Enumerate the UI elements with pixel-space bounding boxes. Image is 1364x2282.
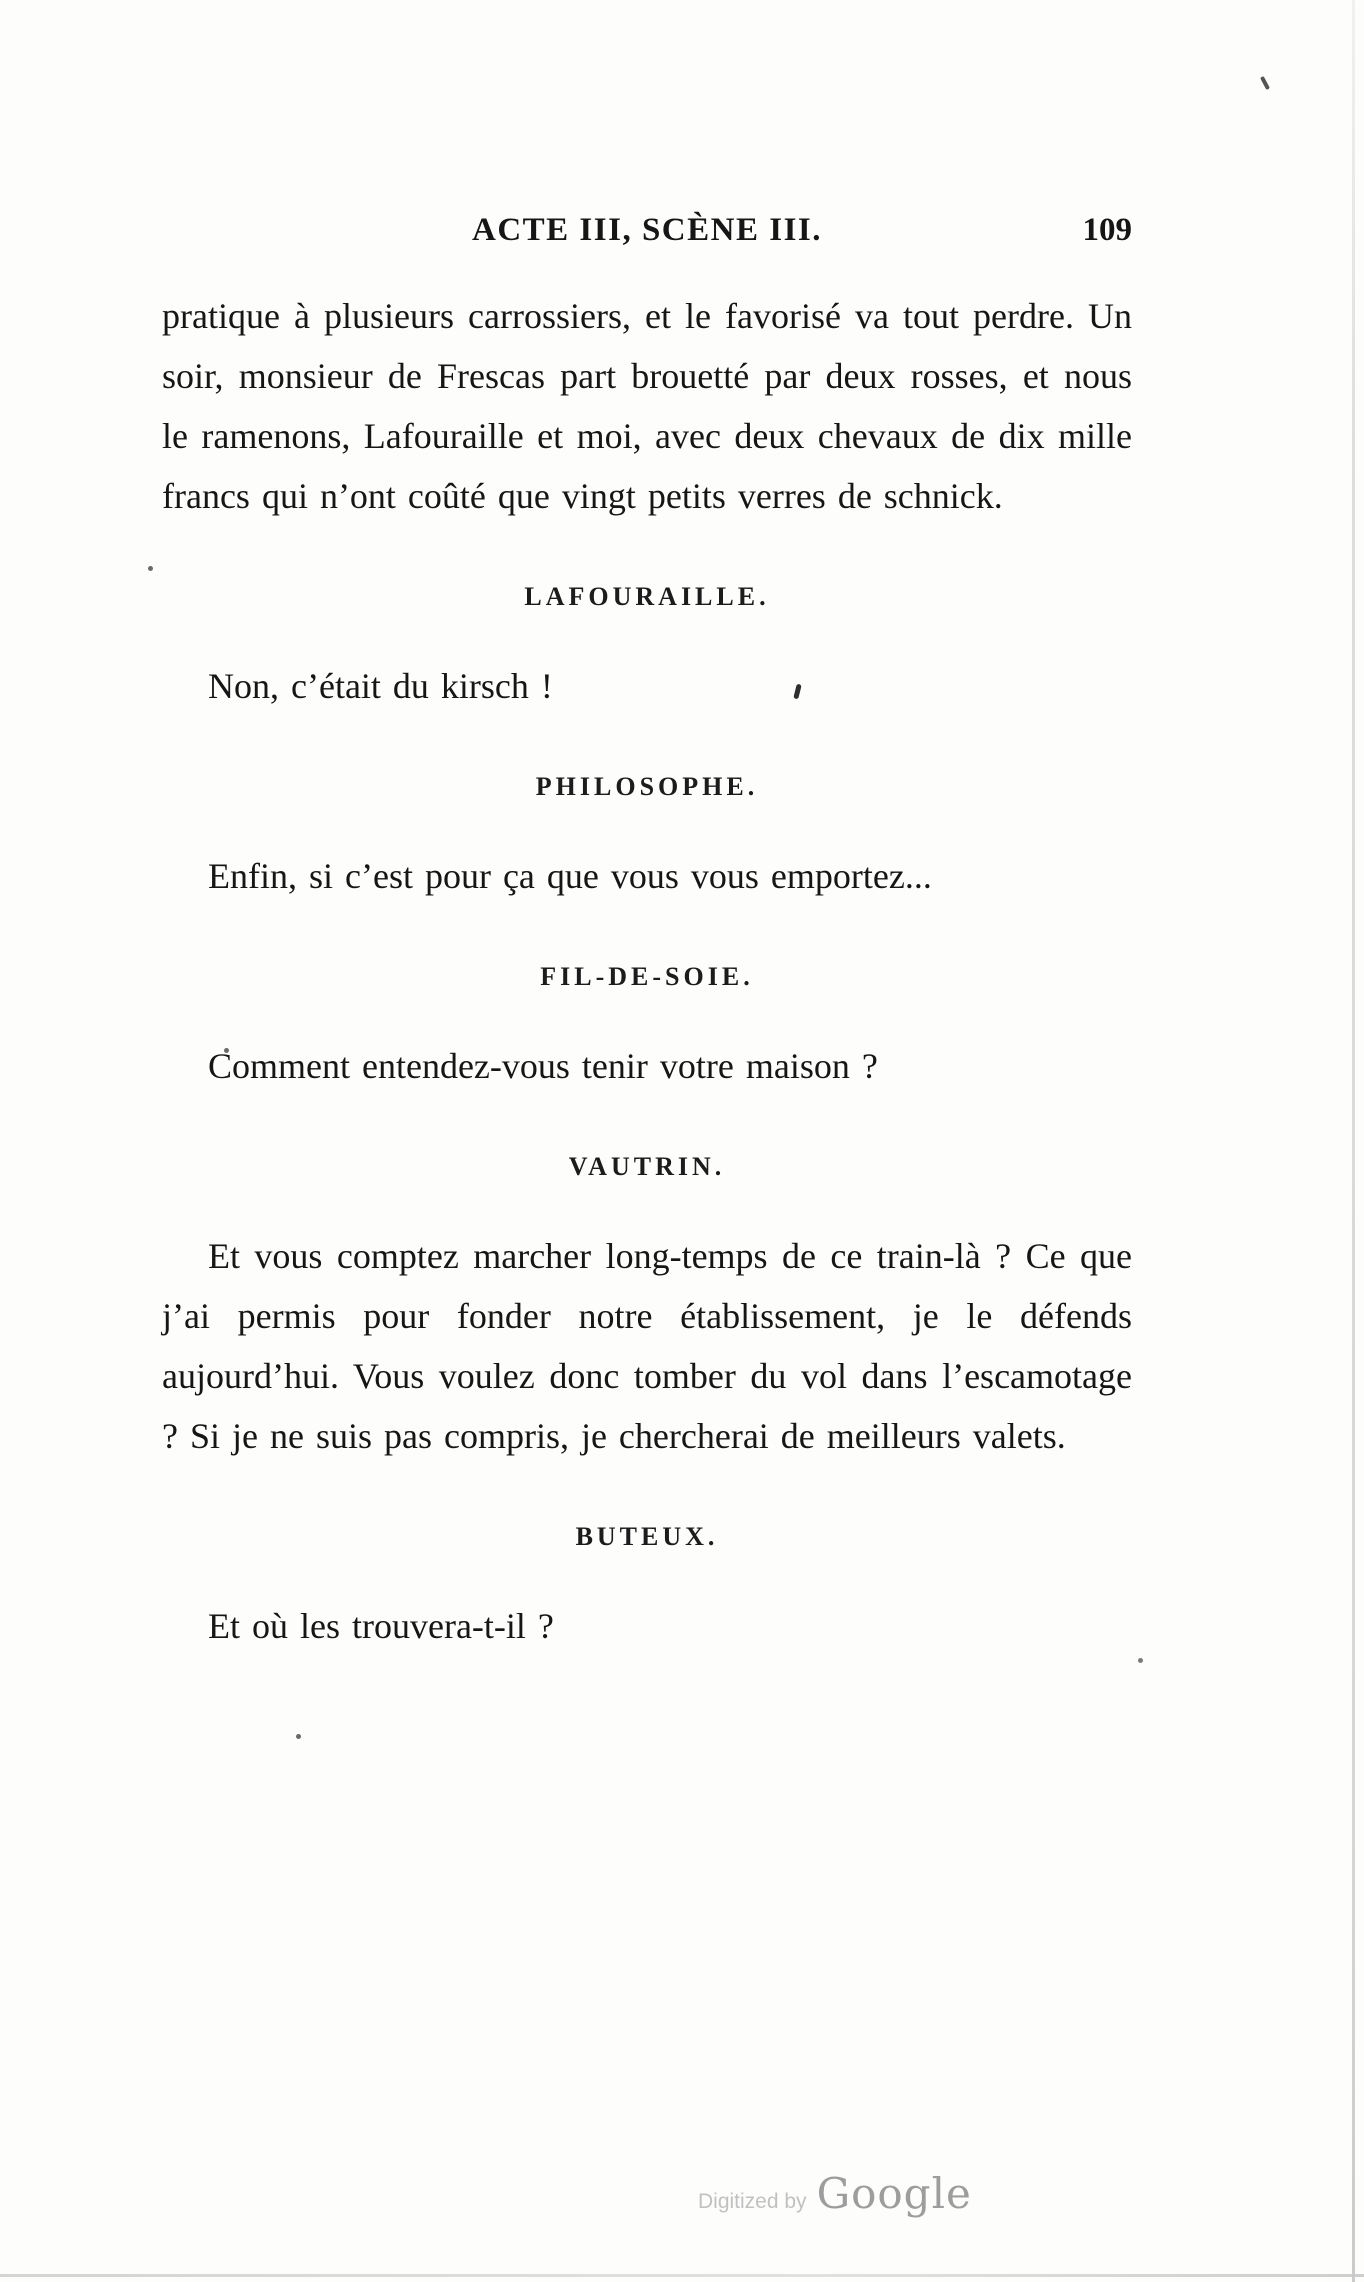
running-title: ACTE III, SCÈNE III.: [471, 212, 823, 248]
speaker-name-buteux: BUTEUX.: [575, 1522, 719, 1551]
text-column: [162, 212, 1132, 1656]
speaker-name-vautrin: VAUTRIN.: [568, 1152, 726, 1181]
scan-edge-right: [1352, 0, 1355, 2282]
digitization-watermark: [698, 2169, 972, 2218]
play-text: [162, 286, 1132, 1656]
digitized-by-label: Digitized by: [698, 2190, 807, 2213]
google-logo: Google: [816, 2169, 972, 2218]
dialogue-line: Et où les trouvera-t-il ?: [208, 1606, 554, 1646]
speaker-name-philosophe: PHILOSOPHE.: [535, 772, 759, 801]
paragraph: Et vous comptez marcher long-temps de ce train-là ? Ce que j’ai permis pour fonder notre établissement, je le défends aujourd’hui. Vous voulez donc tomber du vol dans l’escamotage ? Si je ne suis pas compris, je chercherai de meilleurs valets.: [162, 1236, 1132, 1456]
scan-edge-bottom: [0, 2274, 1364, 2277]
scan-artifact: [1260, 76, 1270, 90]
dialogue-line: Non, c’était du kirsch !: [208, 666, 553, 706]
speaker-name-fil-de-soie: FIL-DE-SOIE.: [540, 962, 754, 991]
paragraph-continuation: pratique à plusieurs carrossiers, et le favorisé va tout perdre. Un soir, monsieur de Frescas part brouetté par deux rosses, et nous le ramenons, Lafouraille et moi, avec deux chevaux de dix mille francs qui n’ont coûté que vingt petits verres de schnick.: [162, 296, 1132, 516]
speaker-name-lafouraille: LAFOURAILLE.: [524, 582, 770, 611]
dialogue-line: Enfin, si c’est pour ça que vous vous emportez...: [208, 856, 932, 896]
scan-artifact: [1138, 1658, 1143, 1663]
scan-artifact: [296, 1734, 301, 1739]
page-number: 109: [1082, 212, 1132, 248]
page-header: [162, 212, 1132, 260]
dialogue-line: Comment entendez-vous tenir votre maison ?: [208, 1046, 878, 1086]
scan-artifact: [148, 566, 153, 571]
